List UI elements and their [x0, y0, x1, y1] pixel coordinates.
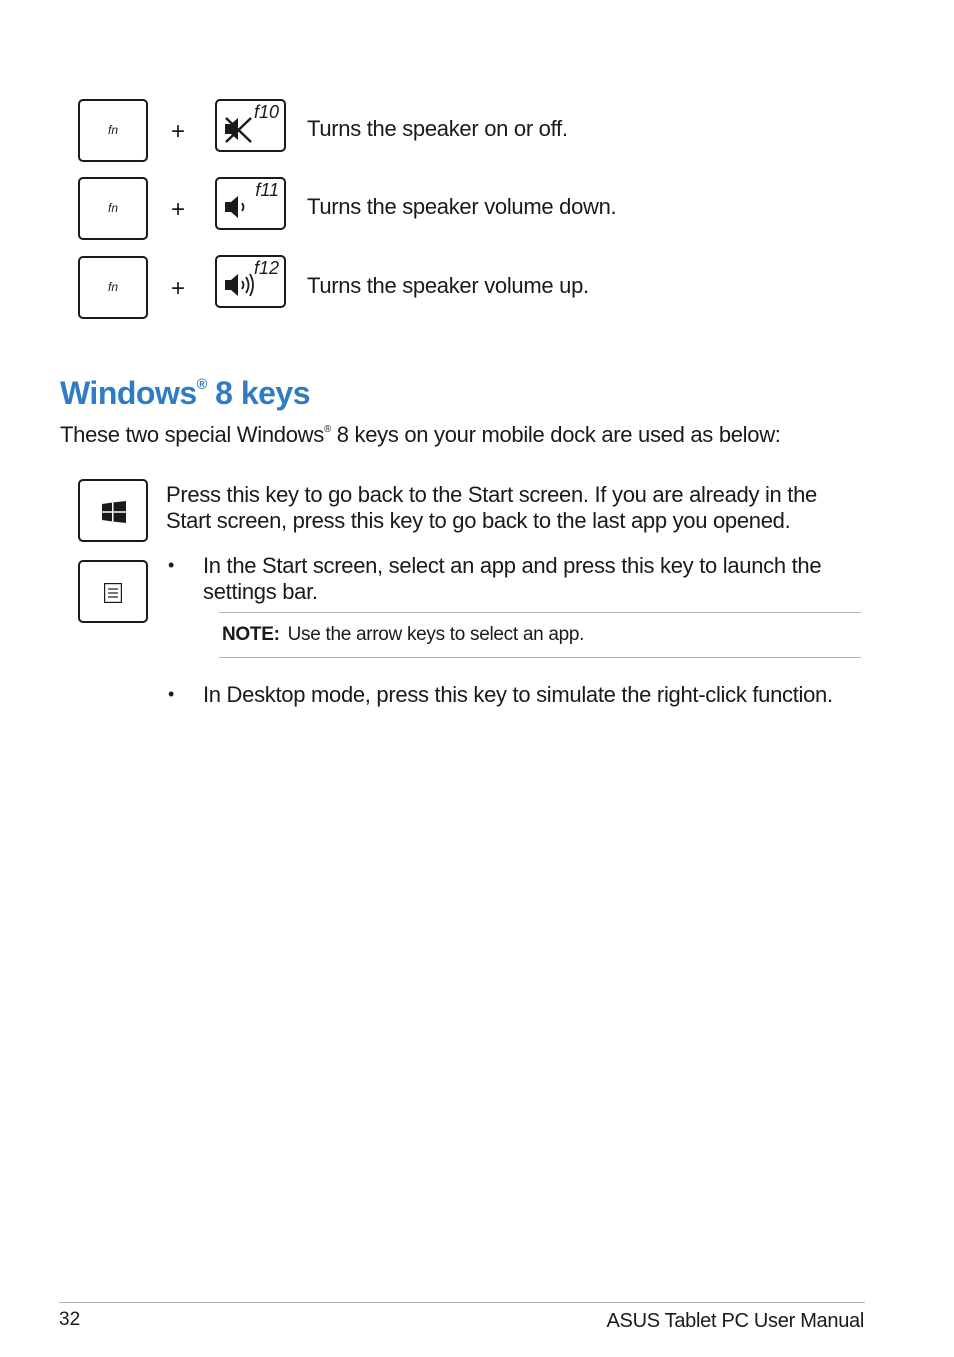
f10-key [215, 99, 286, 152]
note-body: Use the arrow keys to select an app. [287, 624, 585, 645]
fn-key [78, 177, 148, 240]
plus-sign: + [171, 275, 186, 302]
fn-key [78, 256, 148, 319]
fn-key [78, 99, 148, 162]
menu-key-bullet-2: In Desktop mode, press this key to simulate the right-click function. [203, 682, 833, 707]
plus-sign: + [171, 196, 186, 223]
f12-key-label: f12 [253, 258, 279, 278]
note-text [222, 624, 584, 646]
section-heading [60, 375, 310, 412]
speaker-volume-down-icon [223, 193, 253, 221]
note-label: NOTE: [222, 624, 280, 645]
hotkey-description: Turns the speaker volume down. [307, 194, 617, 219]
speaker-mute-icon [223, 115, 253, 143]
bullet-marker: • [168, 555, 175, 575]
intro-registered-mark: ® [323, 423, 331, 435]
fn-key-label: fn [107, 201, 118, 215]
f11-key [215, 177, 286, 230]
bullet-marker: • [168, 684, 175, 704]
fn-key-label: fn [107, 123, 118, 137]
windows-key-description-line-1: Press this key to go back to the Start screen. If you are already in the [166, 482, 817, 507]
footer-divider [59, 1302, 865, 1303]
menu-key-bullet-1-line-2: settings bar. [203, 579, 318, 604]
heading-registered-mark: ® [196, 377, 207, 394]
hotkey-description: Turns the speaker on or off. [307, 116, 568, 141]
windows-logo-icon [102, 501, 126, 523]
fn-key-label: fn [107, 280, 118, 294]
speaker-volume-up-icon [223, 271, 257, 299]
menu-key [78, 560, 148, 623]
plus-sign: + [171, 118, 186, 145]
f11-key-label: f11 [255, 180, 279, 200]
intro-before: These two special Windows [60, 422, 324, 447]
menu-icon [104, 583, 122, 603]
intro-after: 8 keys on your mobile dock are used as below: [330, 422, 781, 447]
hotkey-description: Turns the speaker volume up. [307, 273, 589, 298]
section-intro [60, 422, 781, 448]
f10-key-label: f10 [253, 102, 279, 122]
menu-key-bullet-1-line-1: In the Start screen, select an app and press this key to launch the [203, 553, 822, 578]
manual-title: ASUS Tablet PC User Manual [606, 1310, 864, 1332]
heading-main: Windows [60, 375, 197, 411]
note-box [219, 612, 861, 658]
windows-key-description-line-2: Start screen, press this key to go back to the last app you opened. [166, 508, 791, 533]
page-number: 32 [59, 1309, 81, 1330]
heading-rest: 8 keys [206, 375, 311, 411]
f12-key [215, 255, 286, 308]
windows-key [78, 479, 148, 542]
